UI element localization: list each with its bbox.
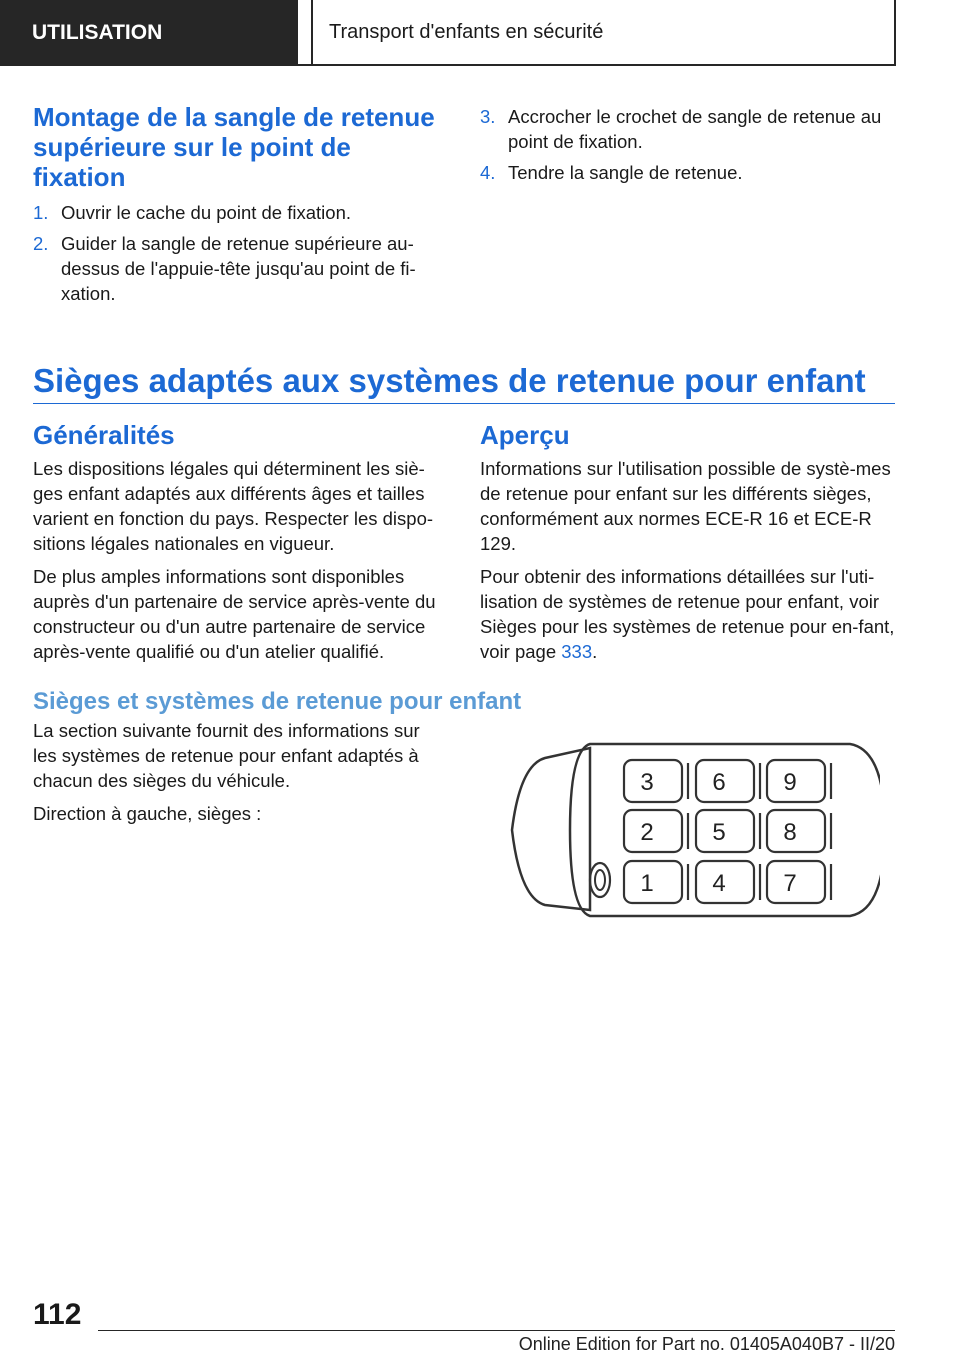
generalites-paragraph-1: Les dispositions légales qui déterminent les siè-ges enfant adaptés aux différents âges et tailles varient en fonction du pays. Respecter les dispo-sitions légales nationales en vigueur. bbox=[33, 458, 434, 554]
strap-steps-right bbox=[480, 104, 895, 185]
seat-grid bbox=[624, 760, 831, 903]
step-text: Guider la sangle de retenue supérieure au-dessus de l'appuie-tête jusqu'au point de fi-xation. bbox=[61, 233, 416, 304]
chapter-title: Transport d'enfants en sécurité bbox=[311, 0, 896, 66]
apercu-title: Aperçu bbox=[480, 420, 570, 450]
seat-4 bbox=[696, 861, 760, 903]
page-number: 112 bbox=[33, 1298, 82, 1331]
seat-2 bbox=[624, 810, 688, 852]
apercu-paragraph-2 bbox=[480, 564, 895, 664]
strap-steps-continued bbox=[480, 104, 895, 191]
seat-number: 2 bbox=[640, 819, 654, 846]
seat-number: 7 bbox=[783, 870, 797, 897]
step-number: 1. bbox=[33, 202, 49, 223]
strap-title: Montage de la sangle de retenue supérieure sur le point de fixation bbox=[33, 102, 435, 192]
vehicle-seat-diagram bbox=[500, 740, 880, 920]
strap-section bbox=[33, 102, 448, 312]
seats-paragraph-2: Direction à gauche, sièges : bbox=[33, 803, 262, 824]
seat-9 bbox=[767, 760, 831, 802]
apercu-paragraph-1: Informations sur l'utilisation possible de systè-mes de retenue pour enfant sur les différents sièges, conformément aux normes ECE-R 16 et ECE-R 129. bbox=[480, 458, 891, 554]
page-header bbox=[0, 0, 960, 66]
step-number: 4. bbox=[480, 162, 496, 183]
seat-number: 8 bbox=[783, 819, 797, 846]
list-item bbox=[33, 200, 448, 225]
main-title: Sièges adaptés aux systèmes de retenue pour enfant bbox=[33, 362, 866, 399]
step-number: 3. bbox=[480, 106, 496, 127]
seat-number: 1 bbox=[640, 870, 654, 897]
car-front-outline bbox=[512, 748, 590, 910]
step-text: Ouvrir le cache du point de fixation. bbox=[61, 202, 351, 223]
apercu-section bbox=[480, 420, 895, 672]
list-item bbox=[480, 160, 895, 185]
edition-text: Online Edition for Part no. 01405A040B7 - II/20 bbox=[518, 1334, 895, 1354]
seats-title: Sièges et systèmes de retenue pour enfant bbox=[33, 688, 522, 715]
seat-5 bbox=[696, 810, 760, 852]
title-rule bbox=[33, 403, 895, 404]
step-text: Tendre la sangle de retenue. bbox=[508, 162, 743, 183]
list-item bbox=[33, 231, 448, 306]
seat-number: 6 bbox=[712, 769, 726, 796]
seats-paragraph-1: La section suivante fournit des informations sur les systèmes de retenue pour enfant adaptés à chacun des sièges du véhicule. bbox=[33, 720, 420, 791]
step-text: Accrocher le crochet de sangle de retenue au point de fixation. bbox=[508, 106, 882, 152]
steering-wheel-icon bbox=[590, 863, 610, 897]
section-label: UTILISATION bbox=[0, 0, 298, 66]
step-number: 2. bbox=[33, 233, 49, 254]
generalites-section bbox=[33, 420, 448, 672]
generalites-paragraph-2: De plus amples informations sont disponibles auprès d'un partenaire de service après-vente du constructeur ou d'un autre partenaire de service après-vente qualifié ou d'un atelier qualifié. bbox=[33, 566, 436, 662]
strap-steps-left bbox=[33, 200, 448, 306]
header-connector bbox=[298, 64, 311, 66]
seat-number: 4 bbox=[712, 870, 726, 897]
seat-number: 5 bbox=[712, 819, 726, 846]
list-item bbox=[480, 104, 895, 154]
apercu-paragraph-2-text: Pour obtenir des informations détaillées sur l'uti-lisation de systèmes de retenue pour enfant, voir Sièges pour les systèmes de retenue pour en-fant, voir page bbox=[480, 566, 895, 662]
generalites-title: Généralités bbox=[33, 420, 175, 450]
seat-1 bbox=[624, 861, 688, 903]
apercu-paragraph-2-end: . bbox=[592, 641, 598, 662]
seat-3 bbox=[624, 760, 688, 802]
seat-number: 9 bbox=[783, 769, 797, 796]
page-reference-link[interactable]: 333 bbox=[561, 641, 593, 662]
footer-rule bbox=[98, 1330, 895, 1331]
seat-8 bbox=[767, 810, 831, 852]
seat-6 bbox=[696, 760, 760, 802]
seat-7 bbox=[767, 861, 831, 903]
seats-section bbox=[33, 718, 448, 834]
seat-number: 3 bbox=[640, 769, 654, 796]
